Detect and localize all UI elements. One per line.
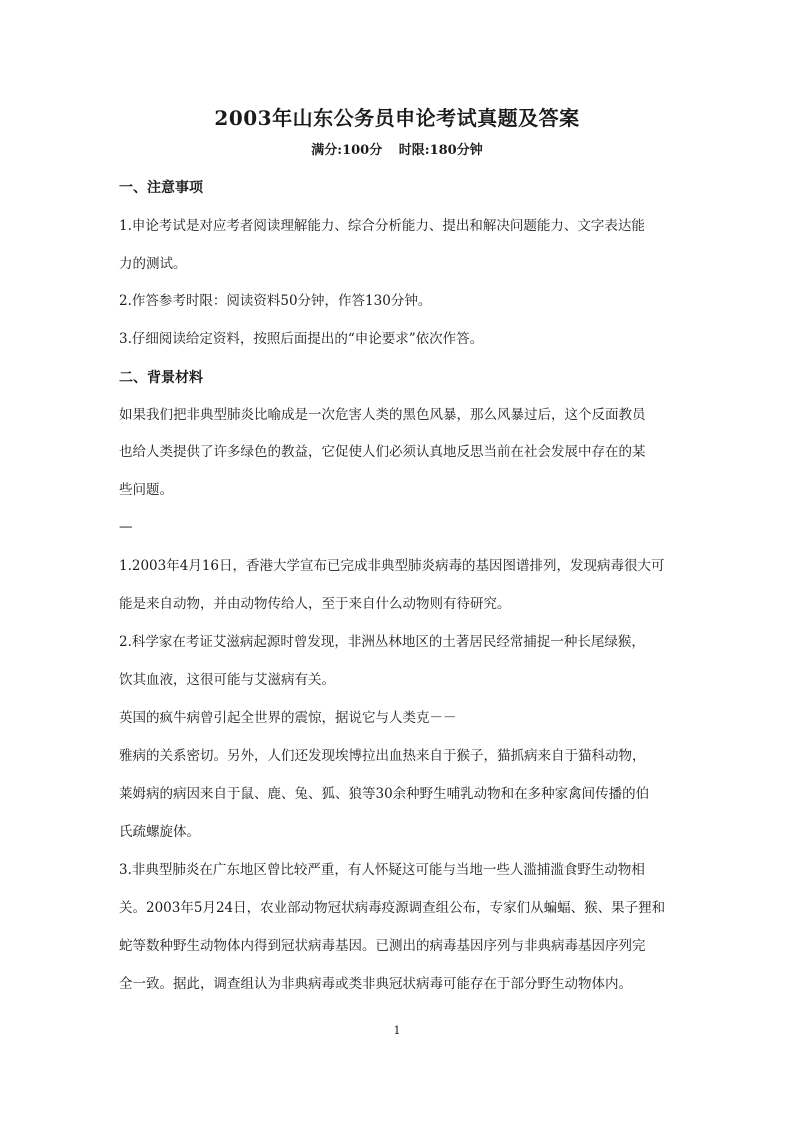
page-number: 1 (393, 1024, 401, 1037)
paragraph-line: 能是来自动物，并由动物传给人，至于来自什么动物则有待研究。 (119, 596, 511, 612)
section-heading-notes: 一、注意事项 (119, 180, 203, 196)
paragraph-line: 3.非典型肺炎在广东地区曾比较严重，有人怀疑这可能与当地一些人滥捕滥食野生动物相 (119, 862, 645, 878)
paragraph-line: 3.仔细阅读给定资料，按照后面提出的“申论要求”依次作答。 (119, 331, 484, 347)
paragraph-line: 1.申论考试是对应考者阅读理解能力、综合分析能力、提出和解决问题能力、文字表达能 (119, 218, 645, 234)
paragraph-line: 关。2003年5月24日，农业部动物冠状病毒疫源调查组公布，专家们从蝙蝠、猴、果子狸和 (119, 900, 666, 916)
paragraph-line: 力的测试。 (119, 256, 187, 272)
paragraph-line: 氏疏螺旋体。 (119, 824, 200, 840)
paragraph-line: 雅病的关系密切。另外，人们还发现埃博拉出血热来自于猴子，猫抓病来自于猫科动物， (119, 748, 646, 764)
paragraph-line: 英国的疯牛病曾引起全世界的震惊，据说它与人类克－－ (119, 710, 457, 726)
page-title: 2003年山东公务员申论考试真题及答案 (214, 106, 580, 130)
paragraph-line: 如果我们把非典型肺炎比喻成是一次危害人类的黑色风暴，那么风暴过后，这个反面教员 (119, 407, 646, 423)
paragraph-line: 莱姆病的病因来自于鼠、鹿、兔、狐、狼等30余种野生哺乳动物和在多种家禽间传播的伯 (119, 786, 650, 802)
paragraph-line: 全一致。据此，调查组认为非典病毒或类非典冠状病毒可能存在于部分野生动物体内。 (119, 976, 632, 992)
paragraph-line: 蛇等数种野生动物体内得到冠状病毒基因。已测出的病毒基因序列与非典病毒基因序列完 (119, 938, 646, 954)
paragraph-line: 饮其血液，这很可能与艾滋病有关。 (119, 672, 335, 688)
exam-info (0, 139, 794, 158)
paragraph-line: 1.2003年4月16日，香港大学宣布已完成非典型肺炎病毒的基因图谱排列，发现病毒很大可 (119, 558, 665, 574)
paragraph-line: 2.作答参考时限：阅读资料50分钟，作答130分钟。 (119, 293, 432, 309)
paragraph-line: 2.科学家在考证艾滋病起源时曾发现，非洲丛林地区的土著居民经常捕捉一种长尾绿猴， (119, 634, 645, 650)
time-limit: 时限:180分钟 (398, 143, 483, 158)
paragraph-line: 也给人类提供了许多绿色的教益，它促使人们必须认真地反思当前在社会发展中存在的某 (119, 444, 646, 460)
paragraph-line: 些问题。 (119, 482, 173, 498)
section-marker: — (119, 519, 133, 535)
section-heading-background: 二、背景材料 (119, 370, 203, 386)
full-score: 满分:100分 (311, 143, 383, 158)
